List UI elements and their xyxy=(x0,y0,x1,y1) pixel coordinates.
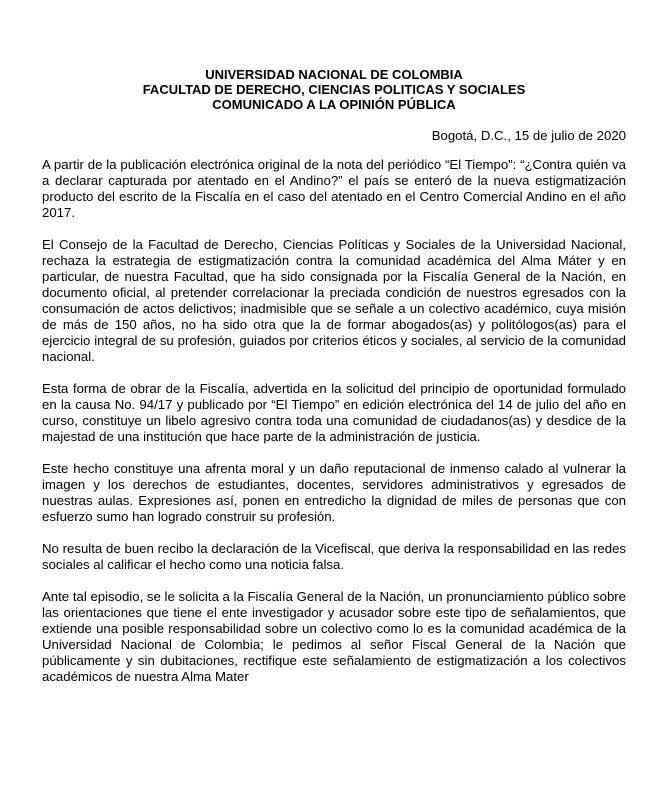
document-page xyxy=(42,67,626,701)
header-communique-title: COMUNICADO A LA OPINIÓN PÚBLICA xyxy=(212,97,456,112)
header-university: UNIVERSIDAD NACIONAL DE COLOMBIA xyxy=(205,67,463,82)
paragraph-1: A partir de la publicación electrónica original de la nota del periódico “El Tiempo”: “¿Contra quién va a declarar capturada por atentado en el Andino?” el país se enteró de la nueva estigmatización producto del escrito de la Fiscalía en el caso del atentado en el Centro Comercial Andino en el año 2017. xyxy=(42,157,626,220)
paragraph-4: Este hecho constituye una afrenta moral y un daño reputacional de inmenso calado al vulnerar la imagen y los derechos de estudiantes, docentes, servidores administrativos y egresados de nuestras aulas. Expresiones así, ponen en entredicho la dignidad de miles de personas que con esfuerzo sumo han logrado construir su profesión. xyxy=(42,461,626,524)
document-date: Bogotá, D.C., 15 de julio de 2020 xyxy=(431,128,626,143)
paragraph-6: Ante tal episodio, se le solicita a la Fiscalía General de la Nación, un pronunciamiento público sobre las orientaciones que tiene el ente investigador y acusador sobre este tipo de señalamientos, que extiende una posible responsabilidad sobre un colectivo como lo es la comunidad académica de la Universidad Nacional de Colombia; le pedimos al señor Fiscal General de la Nación que públicamente y sin dubitaciones, rectifique este señalamiento de estigmatización a los colectivos académicos de nuestra Alma Mater xyxy=(42,589,626,684)
paragraph-2: El Consejo de la Facultad de Derecho, Ciencias Políticas y Sociales de la Universidad Nacional, rechaza la estrategia de estigmatización contra la comunidad académica del Alma Máter y en particular, de nuestra Facultad, que ha sido consignada por la Fiscalía General de la Nación, en documento oficial, al pretender correlacionar la preciada condición de nuestros egresados con la consumación de actos delictivos; inadmisible que se señale a un colectivo académico, cuya misión de más de 150 años, no ha sido otra que la de formar abogados(as) y politólogos(as) para el ejercicio integral de su profesión, guiados por criterios éticos y sociales, al servicio de la comunidad nacional. xyxy=(42,237,626,364)
paragraph-5: No resulta de buen recibo la declaración de la Vicefiscal, que deriva la responsabilidad en las redes sociales al calificar el hecho como una noticia falsa. xyxy=(42,541,626,572)
paragraph-3: Esta forma de obrar de la Fiscalía, advertida en la solicitud del principio de oportunidad formulado en la causa No. 94/17 y publicado por “El Tiempo” en edición electrónica del 14 de julio del año en curso, constituye un libelo agresivo contra toda una comunidad de ciudadanos(as) y desdice de la majestad de una institución que hace parte de la administración de justicia. xyxy=(42,381,626,444)
header-faculty: FACULTAD DE DERECHO, CIENCIAS POLITICAS Y SOCIALES xyxy=(142,82,526,97)
document-header xyxy=(42,67,626,112)
